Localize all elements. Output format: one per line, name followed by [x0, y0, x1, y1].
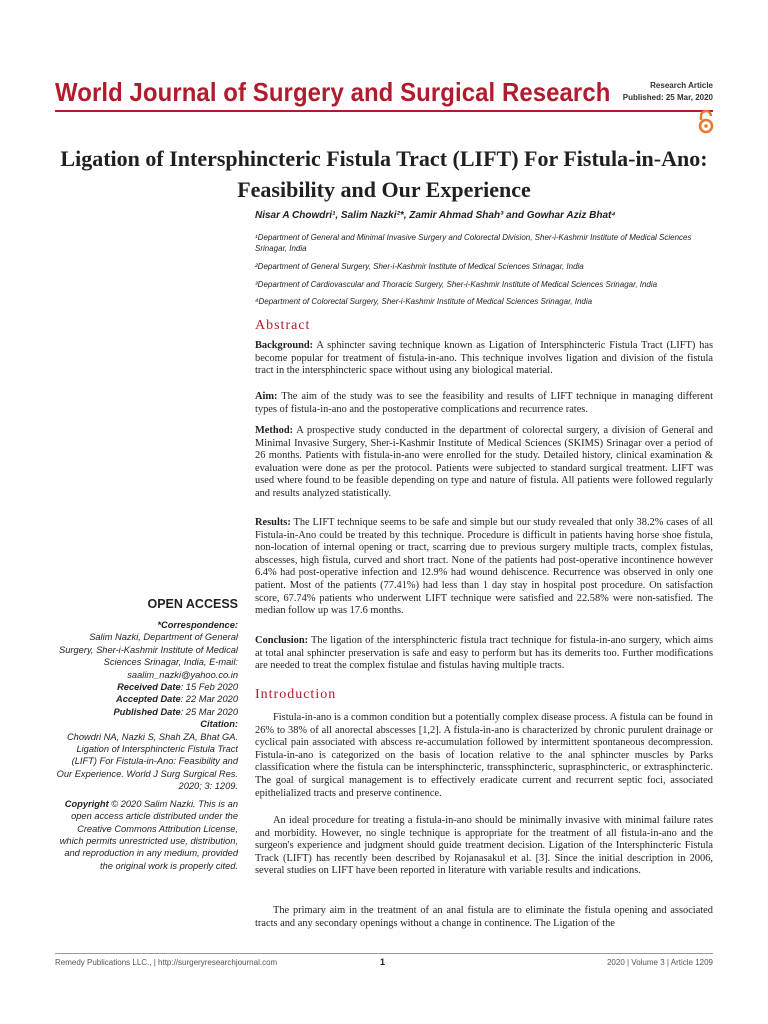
- published-label: Published Date: [113, 706, 181, 717]
- affiliation-1: ¹Department of General and Minimal Invasive Surgery and Colorectal Division, Sher-i-Kashmir Institute of Medical Sciences Srinagar, India: [255, 233, 692, 253]
- abstract-heading: Abstract: [255, 318, 311, 333]
- abstract-method: [255, 425, 713, 501]
- abstract-conclusion: [255, 635, 713, 673]
- footer-publisher: Remedy Publications LLC., | http://surgeryresearchjournal.com: [55, 958, 278, 967]
- conclusion-label: Conclusion:: [255, 635, 309, 646]
- abstract-aim: [255, 391, 713, 416]
- results-label: Results:: [255, 517, 291, 528]
- published-line: Published: 25 Mar, 2020: [622, 93, 713, 102]
- page-number: 1: [380, 957, 386, 967]
- affiliation-4: ⁴Department of Colorectal Surgery, Sher-i-Kashmir Institute of Medical Sciences Srinagar, India: [255, 297, 593, 306]
- method-label: Method:: [255, 425, 294, 436]
- received-label: Received Date: [117, 682, 181, 693]
- journal-title: World Journal of Surgery and Surgical Research: [55, 77, 611, 107]
- paper-title: Ligation of Intersphincteric Fistula Tract (LIFT) For Fistula-in-Ano: Feasibility and Our Experience: [60, 146, 708, 202]
- copyright-label: Copyright: [64, 798, 109, 809]
- header-rule: [55, 110, 713, 112]
- intro-paragraph-3: The primary aim in the treatment of an anal fistula are to eliminate the fistula opening and associated tracts and any secondary openings without a change in continence. The Ligation of the: [255, 905, 713, 929]
- accepted-date: : 22 Mar 2020: [180, 694, 238, 705]
- correspondence-block: [55, 619, 238, 872]
- affiliation-3: ³Department of Cardiovascular and Thoracic Surgery, Sher-i-Kashmir Institute of Medical Sciences Srinagar, India: [255, 280, 658, 289]
- affiliation-2: ²Department of General Surgery, Sher-i-Kashmir Institute of Medical Sciences Srinagar, India: [255, 262, 584, 271]
- footer-volume: 2020 | Volume 3 | Article 1209: [606, 958, 713, 967]
- received-date: : 15 Feb 2020: [180, 682, 238, 693]
- abstract-results: [255, 517, 713, 618]
- accepted-label: Accepted Date: [116, 694, 181, 705]
- published-date: : 25 Mar 2020: [180, 706, 238, 717]
- background-text: A sphincter saving technique known as Ligation of Intersphincteric Fistula Tract (LIFT) has become popular for treatment of fistula-in-ano. This technique involves ligation and division of the fistula tract in the intersphincteric space without using any biological material.: [255, 340, 713, 377]
- background-label: Background:: [255, 340, 314, 351]
- results-text: The LIFT technique seems to be safe and simple but our study revealed that only 38.2% cases of all Fistula-in-Ano could be treated by this technique. Procedure is difficult in patients having horse shoe fistula, non-location of internal opening or tract, scarring due to previous surgery multiple tracts, complex fistulas, abscesses, high fistula, curved and short tract. None of the patients had post-operative incontinence however 6.4% had post-operative infection and 12.9% had wound dehiscence. Recurrence was observed in only one patient. Most of the patients (77.41%) had less than 1 day stay in hospital post procedure. On satisfaction score, 67.74% patients who underwent LIFT technique were satisfied and 22.58% were non-satisfied. The median follow up was 17.6 months.: [255, 517, 713, 617]
- correspondence-text: Salim Nazki, Department of General Surgery, Sher-i-Kashmir Institute of Medical Sciences Srinagar, India, E-mail: saalim_nazki@yahoo.co.in: [59, 632, 238, 680]
- method-text: A prospective study conducted in the department of colorectal surgery, a division of General and Minimal Invasive Surgery, Sher-i-Kashmir Institute of Medical Sciences (SKIMS) Srinagar over a period of 26 months. Patients with fistula-in-ano were enrolled for the study. Detailed history, clinical examination & evaluation were done as per the protocol. Patients were subjected to standard surgical treatment. LIFT was used where found to be feasible depending on type and nature of fistula. All patients were followed regularly and results analyzed statistically.: [255, 425, 713, 499]
- abstract-background: [255, 340, 713, 378]
- intro-paragraph-1: Fistula-in-ano is a common condition but a potentially complex disease process. A fistula can be found in 26% to 38% of all anorectal abscesses [1,2]. A fistula-in-ano is characterized by chronic purulent drainage or cyclical pain associated with abscess re-accumulation followed by intermittent spontaneous decompression. Fistula-in-ano is categorized on the basis of location relative to the anal sphincter muscles by Parks classification where the fistula can be intersphincteric, transsphincteric, suprasphincteric, or extrasphincteric. The goal of surgical management is to effectively eradicate current and recurrent septic foci, associated epithelialized tracts and preserve continence.: [255, 712, 713, 799]
- footer-rule: [55, 953, 713, 954]
- conclusion-text: The ligation of the intersphincteric fistula tract technique for fistula-in-ano surgery, which aims at total anal sphincter preservation is safe and easy to perform but has its demerits too. Further modifications are needed to treat the complex fistulae and fistulas having multiple tracts.: [255, 635, 713, 672]
- aim-label: Aim:: [255, 391, 278, 402]
- introduction-heading: Introduction: [255, 687, 337, 702]
- citation-text: Chowdri NA, Nazki S, Shah ZA, Bhat GA. Ligation of Intersphincteric Fistula Tract (LIFT) For Fistula-in-Ano: Feasibility and Our Experience. World J Surg Surgical Res. 2020; 3: 1209.: [56, 731, 238, 792]
- correspondence-label: *Correspondence:: [157, 620, 238, 630]
- open-access-icon: [697, 110, 715, 134]
- author-list: Nisar A Chowdri¹, Salim Nazki²*, Zamir Ahmad Shah³ and Gowhar Aziz Bhat⁴: [255, 210, 616, 221]
- copyright-text: © 2020 Salim Nazki. This is an open access article distributed under the Creative Commons Attribution License, which permits unrestricted use, distribution, and reproduction in any medium, provided the original work is properly cited.: [59, 798, 238, 871]
- intro-paragraph-2: An ideal procedure for treating a fistula-in-ano should be minimally invasive with minimal failure rates and morbidity. However, no single technique is appropriate for the treatment of all fistula-in-ano and the surgeon's experience and judgment should guide treatment decision. Ligation of the Intersphincteric Fistula Track (LIFT) has recently been described by Rojanasakul et al. [3]. Since the initial description in 2006, several studies on LIFT have been reported in literature with variable results and indications.: [255, 815, 713, 877]
- citation-label: Citation:: [200, 719, 238, 730]
- article-type: Research Article: [650, 81, 713, 90]
- open-access-label: OPEN ACCESS: [147, 597, 238, 611]
- aim-text: The aim of the study was to see the feasibility and results of LIFT technique in managing different types of fistula-in-ano and the postoperative complications and recurrence rates.: [255, 391, 713, 415]
